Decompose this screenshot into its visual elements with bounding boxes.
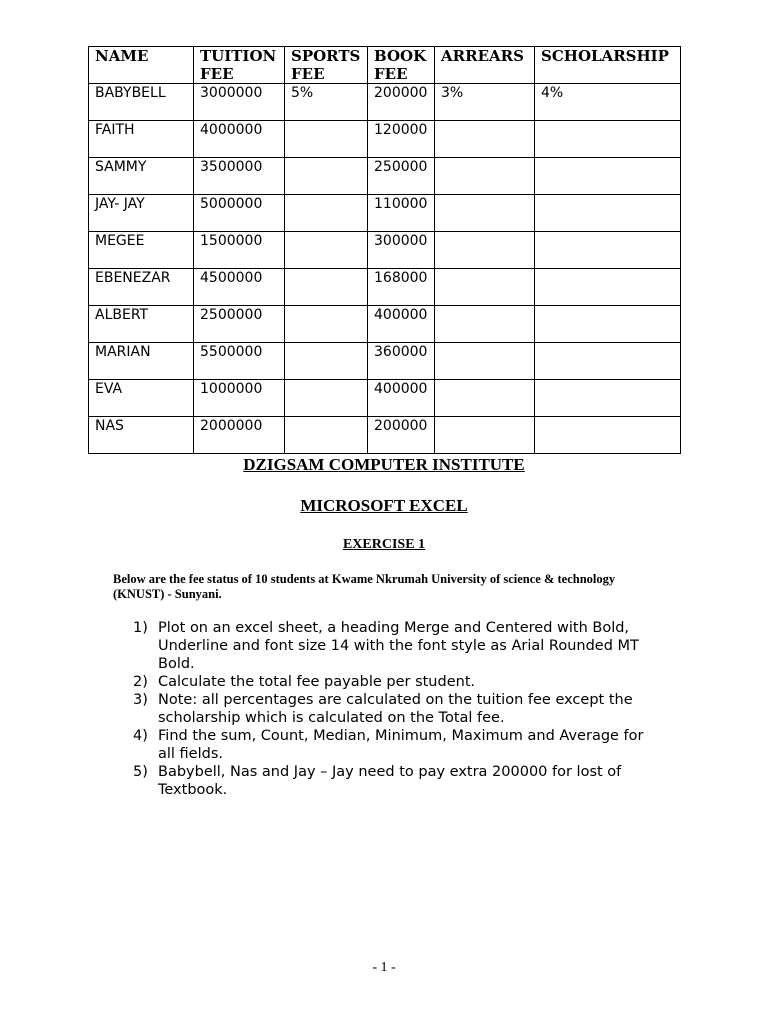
cell-scholarship: [535, 417, 681, 454]
table-row: [89, 269, 681, 306]
table-row: [89, 417, 681, 454]
table-row: [89, 121, 681, 158]
cell-scholarship: [535, 380, 681, 417]
table-row: [89, 84, 681, 121]
cell-name: EVA: [89, 380, 194, 417]
task-number: 3): [133, 692, 148, 708]
cell-scholarship: [535, 232, 681, 269]
cell-tuition-fee: 1000000: [194, 380, 285, 417]
task-item: [133, 619, 663, 673]
cell-tuition-fee: 1500000: [194, 232, 285, 269]
cell-sports-fee: 5%: [285, 84, 368, 121]
cell-tuition-fee: 2000000: [194, 417, 285, 454]
cell-tuition-fee: 2500000: [194, 306, 285, 343]
cell-name: ALBERT: [89, 306, 194, 343]
cell-scholarship: 4%: [535, 84, 681, 121]
task-text: Plot on an excel sheet, a heading Merge and Centered with Bold, Underline and font size 14 with the font style as Arial Rounded MT Bold.: [158, 620, 639, 672]
cell-book-fee: 168000: [368, 269, 435, 306]
cell-sports-fee: [285, 121, 368, 158]
cell-sports-fee: [285, 306, 368, 343]
task-list: [133, 619, 663, 799]
header-sports-fee: SPORTS FEE: [285, 47, 368, 84]
table-row: [89, 158, 681, 195]
header-name: NAME: [89, 47, 194, 84]
page-number: - 1 -: [372, 960, 396, 975]
table-row: [89, 343, 681, 380]
intro-paragraph: Below are the fee status of 10 students at Kwame Nkrumah University of science & technology (KNUST) - Sunyani.: [113, 572, 616, 601]
cell-tuition-fee: 5500000: [194, 343, 285, 380]
cell-book-fee: 200000: [368, 84, 435, 121]
cell-name: SAMMY: [89, 158, 194, 195]
cell-sports-fee: [285, 195, 368, 232]
task-item: [133, 727, 663, 763]
header-arrears: ARREARS: [435, 47, 535, 84]
cell-scholarship: [535, 269, 681, 306]
cell-scholarship: [535, 306, 681, 343]
cell-scholarship: [535, 121, 681, 158]
cell-arrears: 3%: [435, 84, 535, 121]
cell-book-fee: 110000: [368, 195, 435, 232]
cell-tuition-fee: 3000000: [194, 84, 285, 121]
cell-sports-fee: [285, 269, 368, 306]
cell-arrears: [435, 158, 535, 195]
cell-sports-fee: [285, 417, 368, 454]
task-number: 2): [133, 674, 148, 690]
cell-name: BABYBELL: [89, 84, 194, 121]
task-text: Find the sum, Count, Median, Minimum, Maximum and Average for all fields.: [158, 728, 644, 762]
cell-name: MARIAN: [89, 343, 194, 380]
task-text: Calculate the total fee payable per student.: [158, 674, 476, 690]
cell-arrears: [435, 121, 535, 158]
cell-arrears: [435, 306, 535, 343]
exercise-title: EXERCISE 1: [342, 537, 426, 552]
task-text: Note: all percentages are calculated on the tuition fee except the scholarship which is calculated on the Total fee.: [158, 692, 633, 726]
task-number: 4): [133, 728, 148, 744]
cell-sports-fee: [285, 343, 368, 380]
cell-book-fee: 300000: [368, 232, 435, 269]
table-header-row: [89, 47, 681, 84]
header-scholarship: SCHOLARSHIP: [535, 47, 681, 84]
cell-name: MEGEE: [89, 232, 194, 269]
subject-title: MICROSOFT EXCEL: [300, 496, 468, 515]
cell-arrears: [435, 417, 535, 454]
cell-tuition-fee: 5000000: [194, 195, 285, 232]
table-row: [89, 380, 681, 417]
task-item: [133, 691, 663, 727]
task-number: 1): [133, 620, 148, 636]
fee-table: [88, 46, 681, 454]
cell-book-fee: 400000: [368, 306, 435, 343]
cell-book-fee: 250000: [368, 158, 435, 195]
table-row: [89, 232, 681, 269]
cell-book-fee: 200000: [368, 417, 435, 454]
cell-sports-fee: [285, 158, 368, 195]
task-number: 5): [133, 764, 148, 780]
task-item: [133, 673, 663, 691]
cell-name: EBENEZAR: [89, 269, 194, 306]
cell-arrears: [435, 380, 535, 417]
cell-name: JAY- JAY: [89, 195, 194, 232]
cell-sports-fee: [285, 380, 368, 417]
task-text: Babybell, Nas and Jay – Jay need to pay extra 200000 for lost of Textbook.: [158, 764, 622, 798]
cell-sports-fee: [285, 232, 368, 269]
table-row: [89, 195, 681, 232]
cell-arrears: [435, 269, 535, 306]
cell-arrears: [435, 343, 535, 380]
cell-name: FAITH: [89, 121, 194, 158]
cell-scholarship: [535, 343, 681, 380]
institute-title: DZIGSAM COMPUTER INSTITUTE: [243, 455, 525, 474]
cell-tuition-fee: 4000000: [194, 121, 285, 158]
cell-name: NAS: [89, 417, 194, 454]
cell-book-fee: 120000: [368, 121, 435, 158]
task-item: [133, 763, 663, 799]
header-tuition-fee: TUITION FEE: [194, 47, 285, 84]
cell-book-fee: 360000: [368, 343, 435, 380]
cell-scholarship: [535, 195, 681, 232]
cell-arrears: [435, 195, 535, 232]
table-row: [89, 306, 681, 343]
cell-arrears: [435, 232, 535, 269]
cell-tuition-fee: 3500000: [194, 158, 285, 195]
cell-tuition-fee: 4500000: [194, 269, 285, 306]
header-book-fee: BOOK FEE: [368, 47, 435, 84]
cell-scholarship: [535, 158, 681, 195]
cell-book-fee: 400000: [368, 380, 435, 417]
